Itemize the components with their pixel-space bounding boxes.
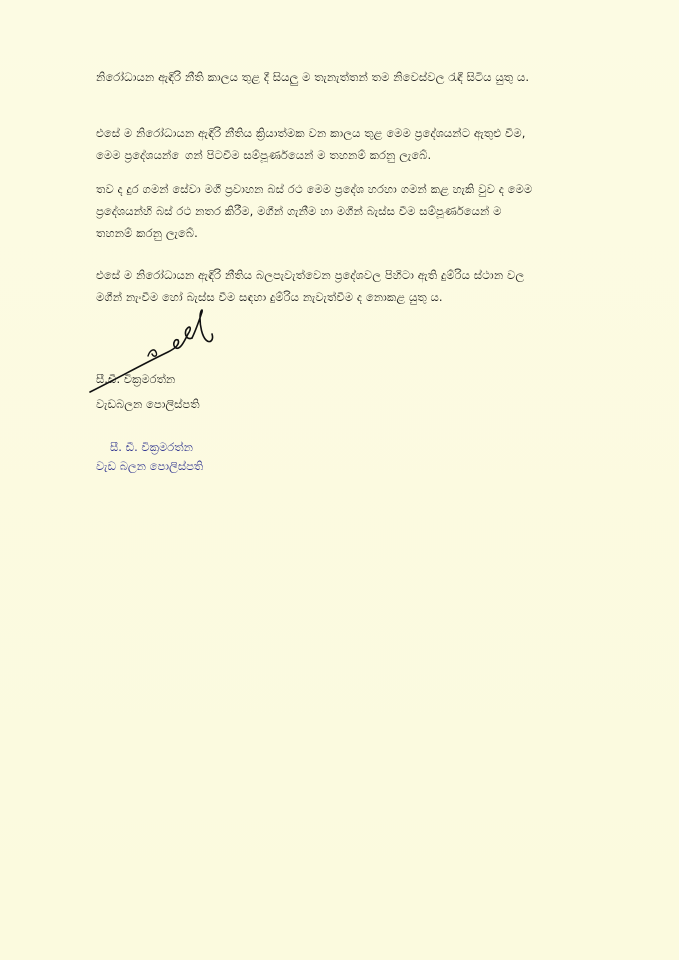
paragraph-railway-stops-prohibited: එසේ ම නිරෝධායන ඇඳිරි නීතිය බලපැවැත්වෙන ප්‍රදේශවල පිහිටා ඇති දුම්රිය ස්ථාන වල මගීන් නැංවීම හෝ බැස්ස වීම සඳහා දුම්රිය නැවැත්වීම ද නොකළ යුතු ය. [96, 268, 525, 304]
official-stamp [96, 438, 203, 476]
signatory-name: සී.ඩී. වික්‍රමරත්න [96, 372, 176, 386]
paragraph-entry-exit-prohibited: එසේ ම නිරෝධායන ඇඳිරි නීතිය ක්‍රියාත්මක වන කාලය තුළ මෙම ප්‍රදේශයන්ට ඇතුළු වීම, මෙම ප්‍රදේශයන් ‍ෙගන් පිටවීම සම්පූර්ණයෙන් ම තහනම් කරනු ලැබේ. [96, 126, 526, 162]
stamp-title: වැඩ බලන පොලිස්පති [96, 459, 204, 473]
paragraph-curfew-stay-home: නිරෝධායන ඇඳිරි නීති කාලය තුළ දී සියලු ම තැනැත්තන් තම නිවෙස්වල රැඳී සිටිය යුතු ය. [96, 70, 530, 84]
stamp-name: සී. ඩී. වික්‍රමරත්න [110, 440, 193, 454]
paragraph-bus-stops-prohibited: තව ද දුර ගමන් සේවා මගී ප්‍රවාහන බස් රථ මෙම ප්‍රදේශ හරහා ගමන් කළ හැකි වුව ද මෙම ප්‍රදේශයන්හි බස් රථ නතර කිරීම, මගීන් ගැනීම හා මගීන් බැස්ස වීම සම්පූර්ණයෙන් ම තහනම් කරනු ලැබේ. [96, 182, 533, 240]
signatory-title: වැඩබලන පොලිස්පති [96, 397, 200, 411]
